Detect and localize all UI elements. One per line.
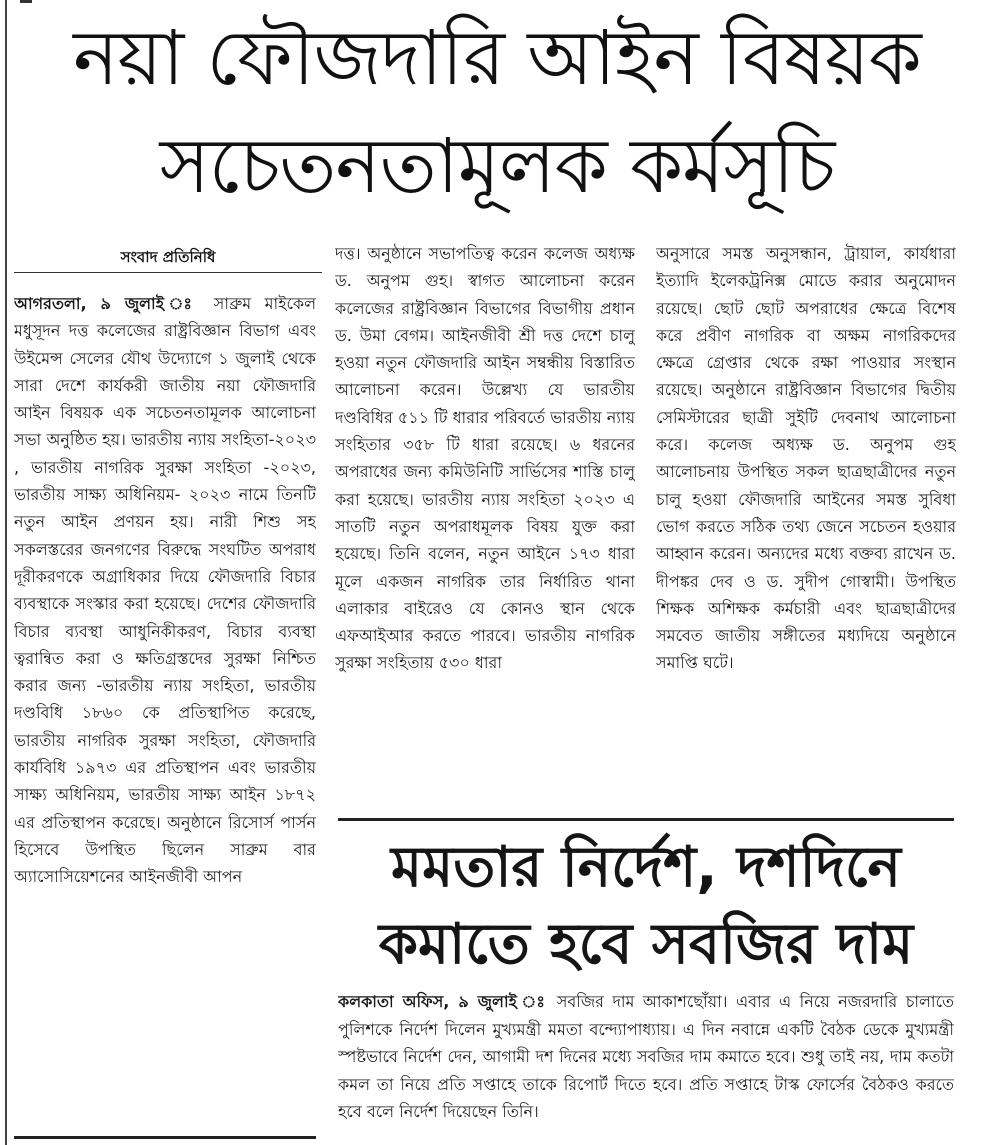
second-headline-line2: কমাতে হবে সবজির দাম [378, 912, 914, 977]
second-dateline: কলকাতা অফিস, ৯ জুলাই ঃ [338, 992, 549, 1011]
column-1-bottom-rule [14, 1136, 316, 1139]
left-column-rule [5, 0, 7, 1145]
second-story-text: সবজির দাম আকাশছোঁয়া। এবার এ নিয়ে নজরদারি চালাতে পুলিশকে নির্দেশ দিলেন মুখ্যমন্ত্রী মমতা বন্দ্যোপাধ্যায়। এ দিন নবান্নে একটি বৈঠক ডেকে মুখ্যমন্ত্রী স্পষ্টভাবে নির্দেশ দেন, আগামী দশ দিনের মধ্যে সবজির দাম কমাতে হবে। শুধু তাই নয়, দাম কতটা কমল তা নিয়ে প্রতি সপ্তাহে তাকে রিপোর্ট দিতে হবে। প্রতি সপ্তাহে টাস্ক ফোর্সের বৈঠকও করতে হবে বলে নির্দেশ দিয়েছেন তিনি। [338, 992, 954, 1121]
main-dateline: আগরতলা, ৯ জুলাই ঃ [14, 294, 201, 313]
main-headline-line2: সচেতনতামূলক কর্মসূচি [159, 121, 835, 210]
story-separator-rule [338, 818, 954, 821]
column-2-text: দত্ত। অনুষ্ঠানে সভাপতিত্ব করেন কলেজ অধ্যক্ষ ড. অনুপম গুহ। স্বাগত আলোচনা করেন কলেজের রাষ্ট্রবিজ্ঞান বিভাগের বিভাগীয় প্রধান ড. উমা বেগম। আইনজীবী শ্রী দত্ত দেশে চালু হওয়া নতুন ফৌজদারি আইন সম্বন্ধীয় বিস্তারিত আলোচনা করেন। উল্লেখ্য যে ভারতীয় দণ্ডবিধির ৫১১ টি ধারার পরিবর্তে ভারতীয় ন্যায় সংহিতার ৩৫৮ টি ধারা রয়েছে। ৬ ধরনের অপরাধের জন্য কমিউনিটি সার্ভিসের শাস্তি চালু করা হয়েছে। ভারতীয় ন্যায় সংহিতা ২০২৩ এ সাতটি নতুন অপরাধমূলক বিষয় যুক্ত করা হয়েছে। তিনি বলেন, নতুন আইনে ১৭৩ ধারা মূলে একজন নাগরিক তার নির্ধারিত থানা এলাকার বাইরেও যে কোনও স্থান থেকে এফআইআর করতে পারবে। ভারতীয় নাগরিক সুরক্ষা সংহিতায় ৫৩০ ধারা [335, 244, 635, 673]
main-headline-line1: নয়া ফৌজদারি আইন বিষয়ক [73, 13, 921, 102]
second-headline-line1: মমতার নির্দেশ, দশদিনে [391, 835, 901, 900]
article-column-3 [656, 240, 956, 810]
top-edge-mark [20, 0, 32, 3]
column-3-text: অনুসারে সমস্ত অনুসন্ধান, ট্রায়াল, কার্যধারা ইত্যাদি ইলেকট্রনিক্স মোডে করার অনুমোদন রয়েছে। ছোট ছোট অপরাধের ক্ষেত্রে বিশেষ করে প্রবীণ নাগরিক বা অক্ষম নাগরিকদের ক্ষেত্রে গ্রেপ্তার থেকে রক্ষা পাওয়ার সংস্থান রয়েছে। অনুষ্ঠানে রাষ্ট্রবিজ্ঞান বিভাগের দ্বিতীয় সেমিস্টারের ছাত্রী সুইটি দেবনাথ আলোচনা করে। কলেজ অধ্যক্ষ ড. অনুপম গুহ আলোচনায় উপস্থিত সকল ছাত্রছাত্রীদের নতুন চালু হওয়া ফৌজদারি আইনের সমস্ত সুবিধা ভোগ করতে সঠিক তথ্য জেনে সচেতন হওয়ার আহ্বান করেন। অন্যদের মধ্যে বক্তব্য রাখেন ড. দীপঙ্কর দেব ও ড. সুদীপ গোস্বামী। উপস্থিত শিক্ষক অশিক্ষক কর্মচারী এবং ছাত্রছাত্রীদের সমবেত জাতীয় সঙ্গীতের মধ্যদিয়ে অনুষ্ঠানে সমাপ্তি ঘটে। [656, 244, 956, 673]
column-1-text: সাব্রুম মাইকেল মধুসূদন দত্ত কলেজের রাষ্ট্রবিজ্ঞান বিভাগ এবং উইমেন্স সেলের যৌথ উদ্যোগে ১ জুলাই থেকে সারা দেশে কার্যকরী জাতীয় নয়া ফৌজদারি আইন বিষয়ক এক সচেতনতামূলক আলোচনা সভা অনুষ্ঠিত হয়। ভারতীয় ন্যায় সংহিতা-২০২৩ , ভারতীয় নাগরিক সুরক্ষা সংহিতা -২০২৩, ভারতীয় সাক্ষ্য অধিনিয়ম- ২০২৩ নামে তিনটি নতুন আইন প্রণয়ন হয়। নারী শিশু সহ সকলস্তরের জনগণের বিরুদ্ধে সংঘটিত অপরাধ দূরীকরণকে অগ্রাধিকার দিয়ে ফৌজদারি বিচার ব্যবস্থাকে সংস্কার করা হয়েছে। দেশের ফৌজদারি বিচার ব্যবস্থা আধুনিকীকরণ, বিচার ব্যবস্থা ত্বরান্বিত করা ও ক্ষতিগ্রস্তদের সুরক্ষা নিশ্চিত করার জন্য -ভারতীয় ন্যায় সংহিতা, ভারতীয় দণ্ডবিধি ১৮৬০ কে প্রতিস্থাপিত করেছে, ভারতীয় নাগরিক সুরক্ষা সংহিতা, ফৌজদারি কার্যবিধি ১৯৭৩ এর প্রতিস্থাপন এবং ভারতীয় সাক্ষ্য অধিনিয়ম, ভারতীয় সাক্ষ্য আইন ১৮৭২ এর প্রতিস্থাপন করেছে। অনুষ্ঠানে রিসোর্স পার্সন হিসেবে উপস্থিত ছিলেন সাব্রুম বার অ্যাসোসিয়েশনের আইনজীবী আপন [14, 294, 316, 887]
second-story-body [338, 988, 954, 1145]
article-column-2 [335, 240, 635, 810]
article-column-1 [14, 290, 316, 1130]
byline: সংবাদ প্রতিনিধি [14, 243, 322, 273]
